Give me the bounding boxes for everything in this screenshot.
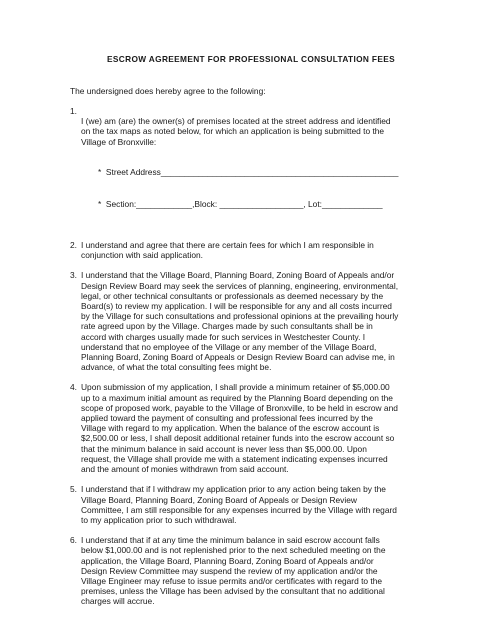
clause-text: I understand that if at any time the minimum balance in said escrow account falls below $1,000.00 and is not replenished prior to the next scheduled meeting on the application, the Village Board, Planning Board, Zoning Board of Appeals and/or Design Review Committee may suspend the review of my application and/or the Village Engineer may refuse to issue permits and/or certificates with regard to the premises, unless the Village has been advised by the consultant that no additional charges will accrue. (81, 535, 386, 607)
section-block-lot-field: * Section:____________,Block: __________________, Lot:_____________ (98, 199, 383, 210)
clause-text: Upon submission of my application, I shall provide a minimum retainer of $5,000.00 up to a maximum initial amount as required by the Planning Board depending on the scope of proposed work, payable to the Village of Bronxville, to be held in escrow and applied toward the payment of consulting and professional fees incurred by the Village with regard to my application. When the balance of the escrow account is $2,500.00 or less, I shall deposit additional retainer funds into the escrow account so that the minimum balance in said account is never less than $5,000.00. Upon request, the Village shall provide me with a statement indicating expenses incurred and the amount of monies withdrawn from said account. (81, 382, 398, 475)
property-fields (81, 157, 436, 220)
clause-6 (70, 535, 436, 606)
clause-number: 1. (70, 106, 77, 116)
clause-number: 4. (70, 382, 77, 393)
intro-text: The undersigned does hereby agree to the following: (70, 86, 266, 96)
clause-number: 3. (70, 270, 77, 281)
street-address-field: * Street Address___________________________________________________ (98, 167, 399, 178)
clause-3 (70, 270, 436, 372)
clause-number: 6. (70, 535, 77, 546)
clause-text: I understand that if I withdraw my application prior to any action being taken by the Village Board, Planning Board, Zoning Board of Appeals or Design Review Committee, I am still responsible for any expenses incurred by the Village with regard to my application prior to such withdrawal. (81, 484, 397, 525)
clause-text: I understand and agree that there are certain fees for which I am responsible in conjunction with said application. (81, 240, 374, 261)
clause-4 (70, 382, 436, 474)
clause-body (81, 106, 436, 230)
clause-text: I (we) am (are) the owner(s) of premises located at the street address and identified on the tax maps as noted below, for which an application is being submitted to the Village of Bronxville: (81, 116, 391, 147)
clause-5 (70, 484, 436, 525)
clause-number: 2. (70, 240, 77, 251)
document-title: ESCROW AGREEMENT FOR PROFESSIONAL CONSULTATION FEES (107, 54, 395, 64)
clause-2 (70, 240, 436, 260)
clause-number: 5. (70, 484, 77, 495)
clause-1 (70, 106, 436, 230)
clause-text: I understand that the Village Board, Planning Board, Zoning Board of Appeals and/or Design Review Board may seek the services of planning, engineering, environmental, legal, or other technical consultants or professionals as deemed necessary by the Board(s) to review my application. I will be responsible for any and all costs incurred by the Village for such consultations and professional opinions at the prevailing hourly rate agreed upon by the Village. Charges made by such consultants shall be in accord with charges usually made for such services in Westchester County. I understand that no employee of the Village or any member of the Village Board, Planning Board, Zoning Board of Appeals or Design Review Board can advise me, in advance, of what the total consulting fees might be. (81, 270, 399, 373)
